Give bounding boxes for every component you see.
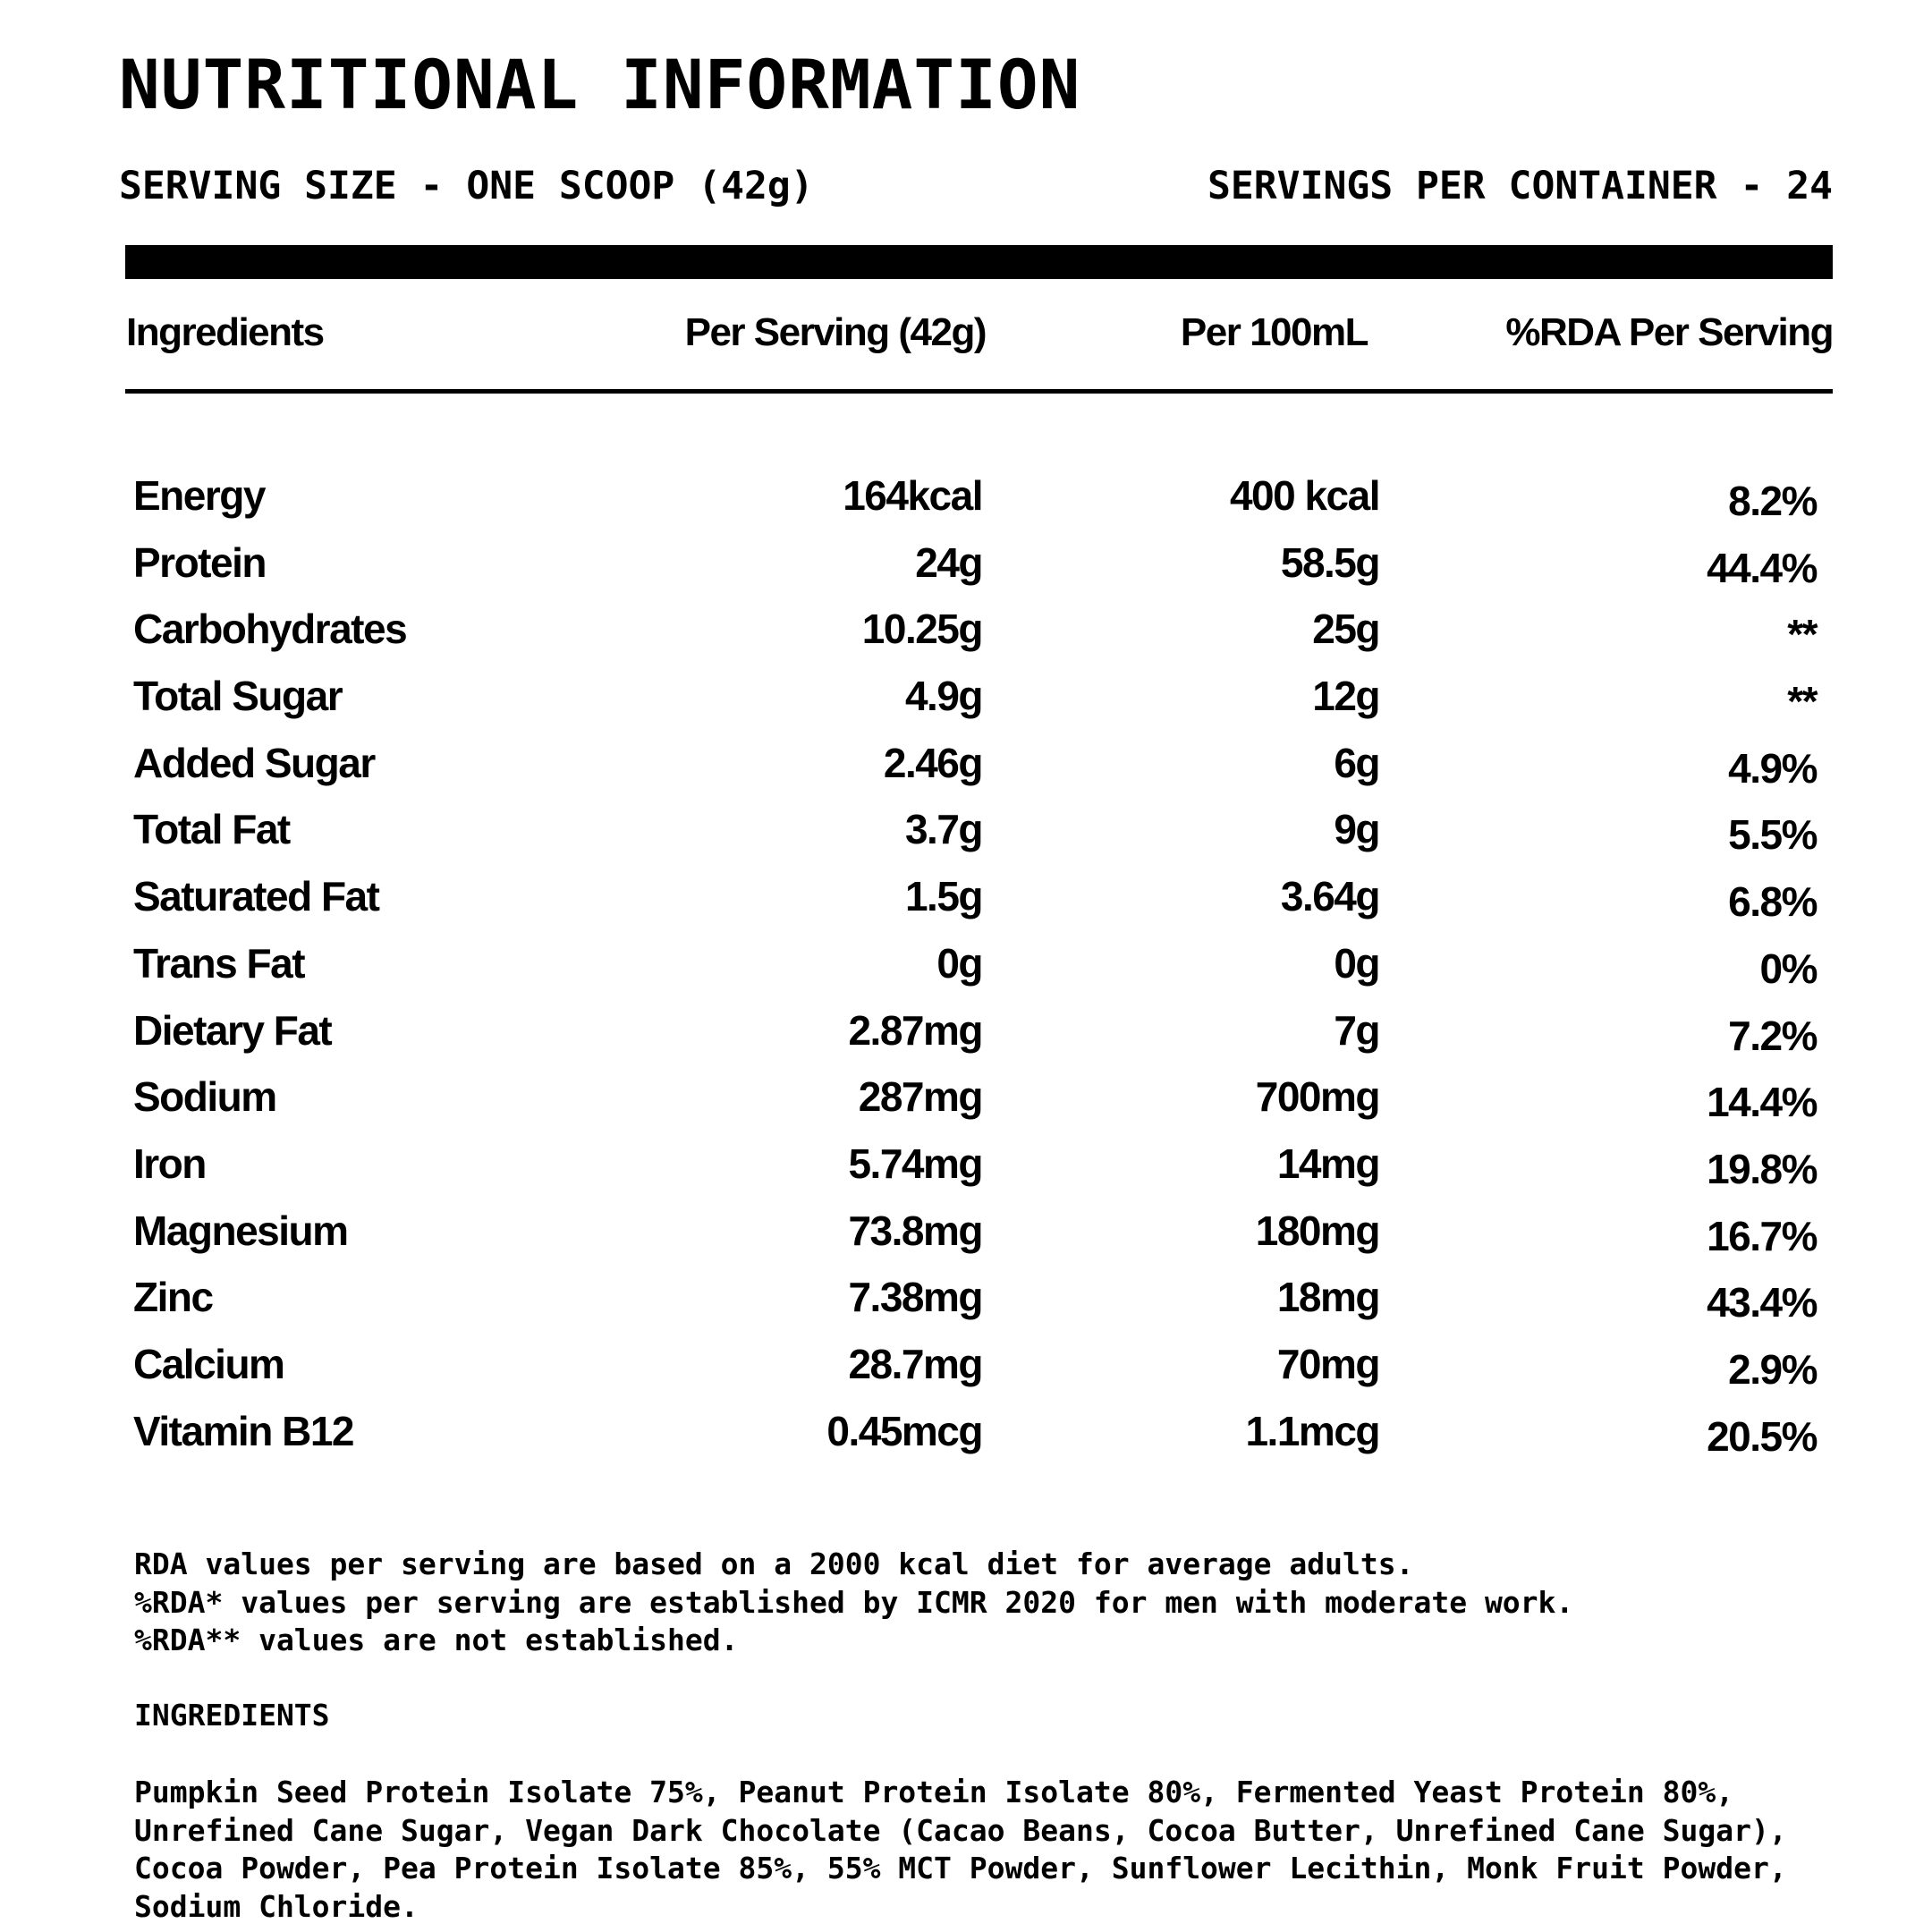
rda-value: 2.9% [1728, 1345, 1817, 1393]
header-divider [125, 389, 1833, 394]
rda-value: 4.9% [1728, 744, 1817, 792]
rda-value: 5.5% [1728, 811, 1817, 859]
nutrient-name: Calcium [133, 1340, 284, 1387]
table-row [0, 669, 1932, 736]
nutrient-name: Sodium [133, 1073, 276, 1121]
ingredients-heading: INGREDIENTS [134, 1698, 330, 1733]
table-row [0, 1270, 1932, 1337]
table-row [0, 469, 1932, 536]
table-row [0, 602, 1932, 669]
table-row [0, 1337, 1932, 1404]
rda-value: 16.7% [1707, 1212, 1817, 1259]
per-100ml-value: 12g [1312, 673, 1379, 720]
nutrient-name: Dietary Fat [133, 1006, 332, 1054]
per-serving-value: 4.9g [904, 673, 982, 720]
per-serving-value: 3.7g [904, 806, 982, 853]
per-serving-value: 24g [915, 538, 982, 586]
rda-value: 44.4% [1707, 544, 1817, 591]
table-row [0, 802, 1932, 869]
table-row [0, 1404, 1932, 1471]
nutrient-name: Carbohydrates [133, 606, 407, 653]
per-100ml-value: 400 kcal [1229, 472, 1379, 519]
table-row [0, 1137, 1932, 1204]
ingredients-line: Pumpkin Seed Protein Isolate 75%, Peanut Protein Isolate 80%, Fermented Yeast Protein 80%, [134, 1775, 1734, 1809]
nutrition-table [0, 469, 1932, 1470]
nutrient-name: Energy [133, 472, 265, 519]
per-100ml-value: 9g [1334, 806, 1379, 853]
per-100ml-value: 0g [1334, 939, 1379, 987]
per-serving-value: 164kcal [843, 472, 982, 519]
rda-value: 20.5% [1707, 1412, 1817, 1460]
per-serving-value: 73.8mg [848, 1207, 982, 1254]
per-serving-value: 287mg [858, 1073, 982, 1121]
rda-value: 43.4% [1707, 1279, 1817, 1326]
rda-value: 6.8% [1728, 878, 1817, 926]
rda-value: 0% [1759, 945, 1817, 992]
nutrient-name: Zinc [133, 1274, 213, 1321]
table-row [0, 1204, 1932, 1271]
ingredients-line: Cocoa Powder, Pea Protein Isolate 85%, 55% MCT Powder, Sunflower Lecithin, Monk Fruit Powder, [134, 1851, 1787, 1885]
rda-value: 19.8% [1707, 1145, 1817, 1192]
rda-value: 7.2% [1728, 1012, 1817, 1059]
table-row [0, 869, 1932, 936]
servings-per-container: SERVINGS PER CONTAINER - 24 [1208, 164, 1833, 208]
per-serving-value: 0g [936, 939, 982, 987]
rda-value: ** [1787, 611, 1817, 658]
thick-divider [125, 245, 1833, 279]
per-100ml-value: 3.64g [1280, 873, 1379, 920]
note-line: %RDA** values are not established. [134, 1623, 739, 1657]
per-100ml-value: 1.1mcg [1245, 1407, 1379, 1454]
per-100ml-value: 700mg [1255, 1073, 1379, 1121]
nutrient-name: Magnesium [133, 1207, 348, 1254]
nutrient-name: Saturated Fat [133, 873, 379, 920]
nutrient-name: Vitamin B12 [133, 1407, 353, 1454]
note-line: %RDA* values per serving are established by ICMR 2020 for men with moderate work. [134, 1584, 1574, 1620]
header-per-serving: Per Serving (42g) [684, 310, 986, 354]
page-title: NUTRITIONAL INFORMATION [119, 45, 1081, 124]
per-100ml-value: 7g [1334, 1006, 1379, 1054]
per-serving-value: 2.87mg [848, 1006, 982, 1054]
serving-size: SERVING SIZE - ONE SCOOP (42g) [119, 164, 814, 208]
header-rda: %RDA Per Serving [1505, 310, 1833, 354]
rda-value: 8.2% [1728, 478, 1817, 524]
per-serving-value: 5.74mg [848, 1140, 982, 1187]
nutrient-name: Protein [133, 538, 266, 586]
per-serving-value: 10.25g [861, 606, 982, 653]
table-row [0, 536, 1932, 603]
per-100ml-value: 58.5g [1280, 538, 1379, 586]
note-line: RDA values per serving are based on a 2000 kcal diet for average adults. [134, 1546, 1414, 1581]
per-100ml-value: 180mg [1255, 1207, 1379, 1254]
rda-value: 14.4% [1707, 1079, 1817, 1126]
per-serving-value: 28.7mg [848, 1340, 982, 1387]
nutrient-name: Iron [133, 1140, 206, 1187]
header-ingredients: Ingredients [126, 310, 324, 354]
table-row [0, 1070, 1932, 1137]
nutrient-name: Trans Fat [133, 939, 305, 987]
per-100ml-value: 14mg [1276, 1140, 1379, 1187]
rda-value: ** [1787, 678, 1817, 725]
table-row [0, 736, 1932, 803]
nutrient-name: Total Fat [133, 806, 290, 853]
per-serving-value: 7.38mg [848, 1274, 982, 1321]
per-100ml-value: 25g [1312, 606, 1379, 653]
per-100ml-value: 6g [1334, 739, 1379, 786]
nutrient-name: Total Sugar [133, 673, 343, 720]
ingredients-list [134, 1774, 1787, 1926]
ingredients-line: Sodium Chloride. [134, 1888, 419, 1924]
per-serving-value: 1.5g [904, 873, 982, 920]
nutrient-name: Added Sugar [133, 739, 375, 786]
per-100ml-value: 70mg [1276, 1340, 1379, 1387]
table-row [0, 936, 1932, 1004]
per-100ml-value: 18mg [1276, 1274, 1379, 1321]
header-per-100ml: Per 100mL [1180, 310, 1368, 354]
ingredients-line: Unrefined Cane Sugar, Vegan Dark Chocolate (Cacao Beans, Cocoa Butter, Unrefined Cane Sugar), [134, 1812, 1787, 1848]
rda-notes [134, 1546, 1573, 1660]
table-row [0, 1004, 1932, 1071]
per-serving-value: 2.46g [883, 739, 982, 786]
per-serving-value: 0.45mcg [826, 1407, 982, 1454]
